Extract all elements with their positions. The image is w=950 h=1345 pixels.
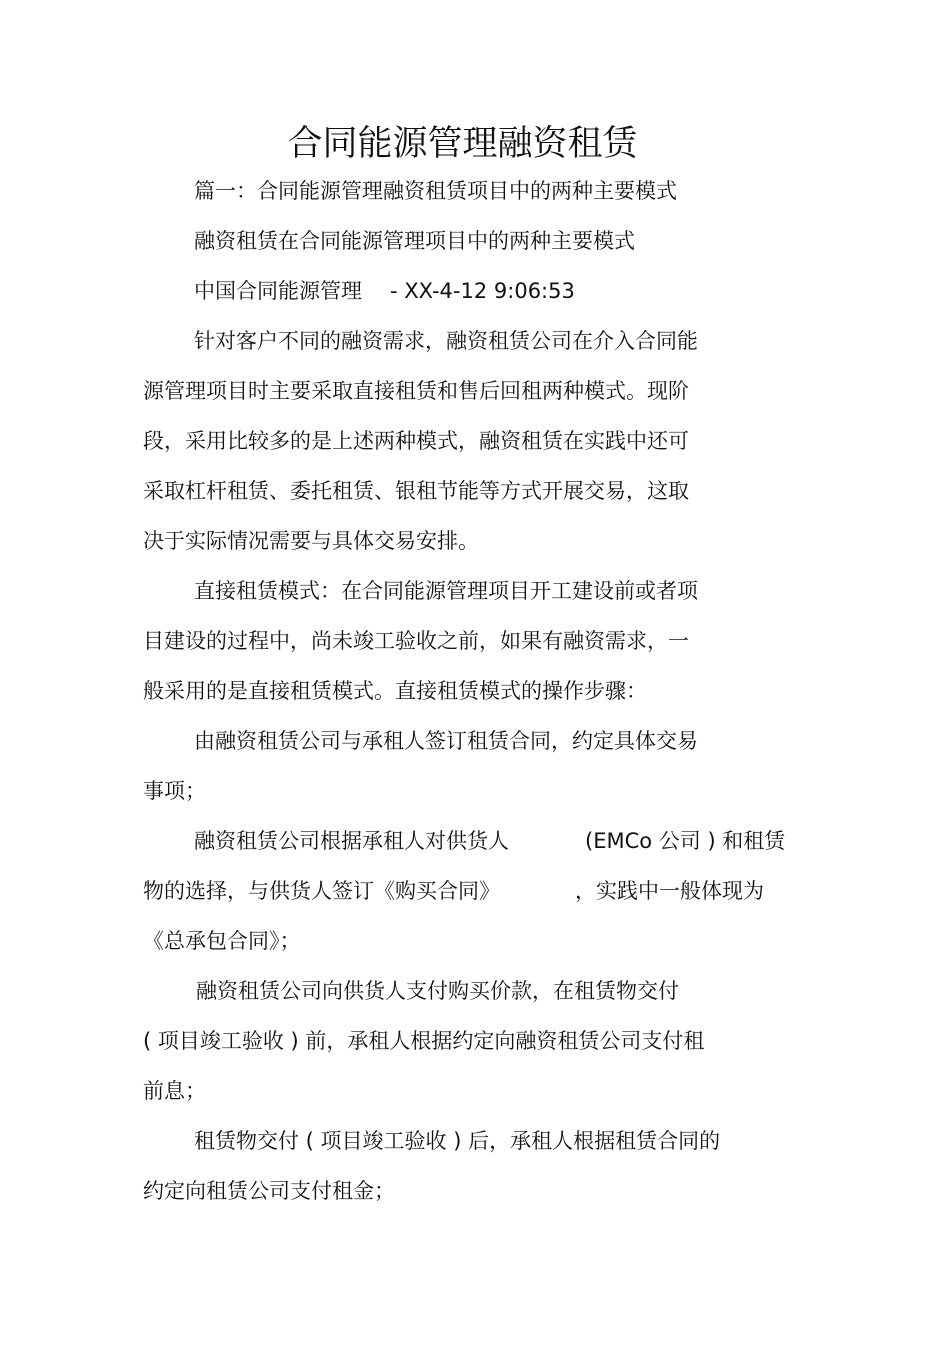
paragraph-line: 事项； [143,779,206,803]
paragraph-line: 直接租赁模式：在合同能源管理项目开工建设前或者项 [194,579,698,603]
paragraph-line: 决于实际情况需要与具体交易安排。 [143,529,479,553]
paragraph-line: 目建设的过程中，尚未竣工验收之前，如果有融资需求，一 [143,629,689,653]
paragraph-line: 融资租赁公司向供货人支付购买价款，在租赁物交付 [196,979,679,1003]
document-title: 合同能源管理融资租赁 [287,124,638,164]
paragraph-line: 租赁物交付 ( 项目竣工验收 ) 后，承租人根据租赁合同的 [194,1129,721,1153]
paragraph-line: 物的选择，与供货人签订《购买合同》 [143,879,500,903]
paragraph-line: 针对客户不同的融资需求，融资租赁公司在介入合同能 [194,329,698,353]
paragraph-line: ( 项目竣工验收 ) 前，承租人根据约定向融资租赁公司支付租 [143,1029,705,1053]
paragraph-line: 源管理项目时主要采取直接租赁和售后回租两种模式。现阶 [143,379,689,403]
publish-date: - XX-4-12 9:06:53 [390,279,575,303]
article-title: 融资租赁在合同能源管理项目中的两种主要模式 [194,229,635,253]
paragraph-line: 前息； [143,1079,206,1103]
paragraph-line: 由融资租赁公司与承租人签订租赁合同，约定具体交易 [194,729,698,753]
subtitle: 篇一：合同能源管理融资租赁项目中的两种主要模式 [194,179,677,203]
paragraph-line: ，实践中一般体现为 [575,879,764,903]
paragraph-line: 般采用的是直接租赁模式。直接租赁模式的操作步骤： [143,679,647,703]
paragraph-line: 约定向租赁公司支付租金； [143,1179,395,1203]
paragraph-line: 融资租赁公司根据承租人对供货人 [194,829,509,853]
source-name: 中国合同能源管理 [194,279,362,303]
source-line [194,276,575,306]
paragraph-line: 段，采用比较多的是上述两种模式，融资租赁在实践中还可 [143,429,689,453]
paragraph-line: 《总承包合同》； [143,929,301,953]
paragraph-line: 采取杠杆租赁、委托租赁、银租节能等方式开展交易，这取 [143,479,689,503]
paragraph-line: (EMCo 公司 ) 和租赁 [585,829,786,853]
